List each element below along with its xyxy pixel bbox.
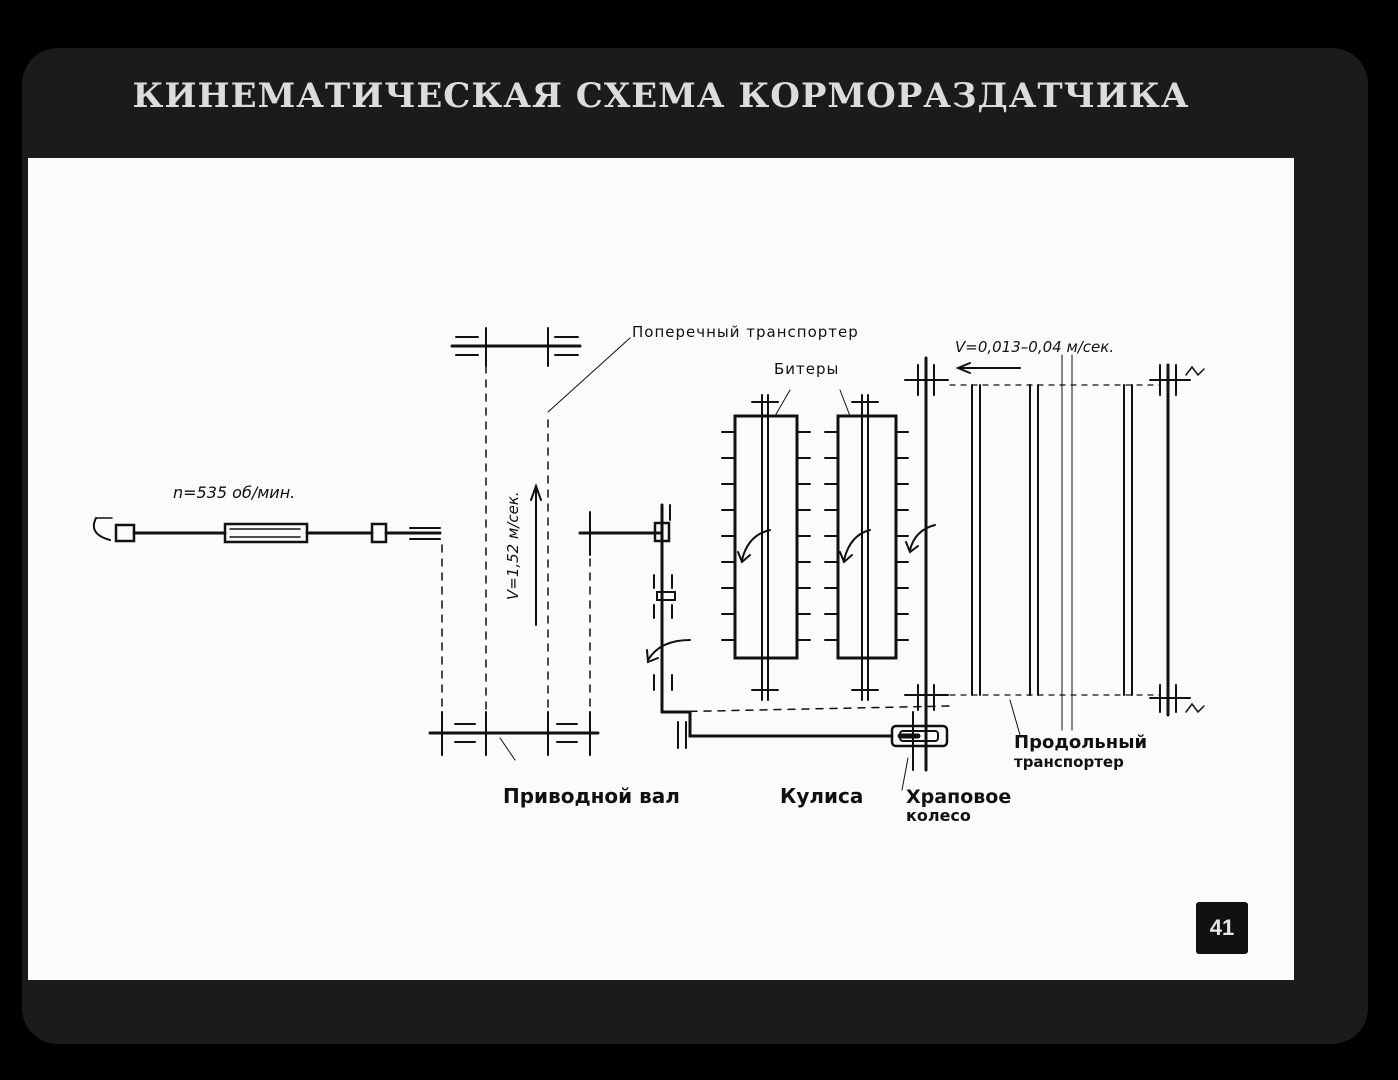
- label-beaters: Битеры: [774, 360, 840, 378]
- longitudinal-conveyor: [950, 355, 1204, 735]
- label-ratchet-line2: колесо: [906, 806, 971, 825]
- label-rpm: n=535 об/мин.: [173, 483, 296, 502]
- leader-line: [548, 338, 630, 412]
- drive-shaft: [430, 712, 598, 760]
- label-drive-speed: V=1,52 м/сек.: [504, 491, 522, 600]
- label-drive-shaft: Приводной вал: [503, 784, 680, 808]
- beater-1: [722, 390, 810, 700]
- label-cross-conveyor: Поперечный транспортер: [632, 323, 859, 341]
- cross-conveyor-upper-shaft: [452, 328, 580, 366]
- beater-2: [825, 390, 908, 700]
- label-ratchet-line1: Храповое: [906, 786, 1012, 808]
- label-conveyor-speed: V=0,013–0,04 м/сек.: [955, 338, 1115, 356]
- page-number-badge: 41: [1196, 902, 1248, 954]
- label-long-conveyor-line2: транспортер: [1014, 753, 1124, 771]
- slide-title: КИНЕМАТИЧЕСКАЯ СХЕМА КОРМОРАЗДАТЧИКА: [132, 76, 1190, 116]
- input-shaft: [94, 518, 440, 542]
- label-long-conveyor-line1: Продольный: [1014, 732, 1148, 753]
- ratchet-wheel: [892, 712, 947, 790]
- ratchet-shaft: [905, 358, 948, 770]
- label-rocker: Кулиса: [780, 784, 864, 808]
